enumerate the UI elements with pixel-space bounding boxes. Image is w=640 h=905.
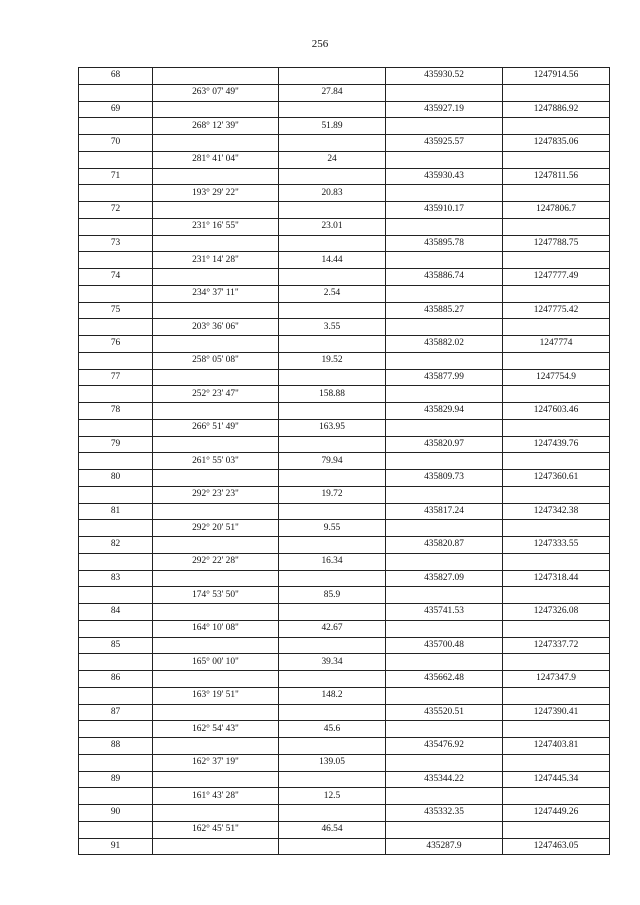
bearing-cell: 263° 07' 49" bbox=[153, 84, 279, 101]
distance-cell bbox=[279, 838, 386, 855]
bearing-cell bbox=[153, 269, 279, 286]
y-coordinate-cell: 1247463.05 bbox=[503, 838, 610, 855]
table-row bbox=[79, 486, 610, 503]
table-row bbox=[79, 805, 610, 822]
bearing-cell bbox=[153, 235, 279, 252]
distance-cell bbox=[279, 503, 386, 520]
y-coordinate-cell bbox=[503, 218, 610, 235]
table-row bbox=[79, 369, 610, 386]
distance-cell: 23.01 bbox=[279, 218, 386, 235]
x-coordinate-cell: 435344.22 bbox=[386, 771, 503, 788]
point-cell: 70 bbox=[79, 135, 153, 152]
table-row bbox=[79, 704, 610, 721]
point-cell bbox=[79, 721, 153, 738]
x-coordinate-cell: 435910.17 bbox=[386, 202, 503, 219]
point-cell: 72 bbox=[79, 202, 153, 219]
y-coordinate-cell: 1247337.72 bbox=[503, 637, 610, 654]
x-coordinate-cell bbox=[386, 654, 503, 671]
distance-cell: 51.89 bbox=[279, 118, 386, 135]
x-coordinate-cell: 435930.52 bbox=[386, 68, 503, 85]
point-cell: 83 bbox=[79, 570, 153, 587]
point-cell bbox=[79, 218, 153, 235]
y-coordinate-cell: 1247445.34 bbox=[503, 771, 610, 788]
point-cell: 90 bbox=[79, 805, 153, 822]
bearing-cell: 292° 23' 23" bbox=[153, 486, 279, 503]
x-coordinate-cell bbox=[386, 285, 503, 302]
bearing-cell bbox=[153, 537, 279, 554]
distance-cell bbox=[279, 403, 386, 420]
y-coordinate-cell bbox=[503, 319, 610, 336]
point-cell: 69 bbox=[79, 101, 153, 118]
table-row bbox=[79, 604, 610, 621]
point-cell: 79 bbox=[79, 436, 153, 453]
bearing-cell bbox=[153, 202, 279, 219]
table-row bbox=[79, 436, 610, 453]
x-coordinate-cell: 435741.53 bbox=[386, 604, 503, 621]
table-row bbox=[79, 135, 610, 152]
bearing-cell: 292° 22' 28" bbox=[153, 553, 279, 570]
point-cell: 85 bbox=[79, 637, 153, 654]
bearing-cell: 163° 19' 51" bbox=[153, 687, 279, 704]
y-coordinate-cell: 1247342.38 bbox=[503, 503, 610, 520]
y-coordinate-cell bbox=[503, 453, 610, 470]
y-coordinate-cell bbox=[503, 721, 610, 738]
distance-cell: 9.55 bbox=[279, 520, 386, 537]
point-cell: 76 bbox=[79, 336, 153, 353]
point-cell bbox=[79, 386, 153, 403]
bearing-cell: 193° 29' 22" bbox=[153, 185, 279, 202]
x-coordinate-cell bbox=[386, 721, 503, 738]
x-coordinate-cell bbox=[386, 218, 503, 235]
point-cell bbox=[79, 285, 153, 302]
table-row bbox=[79, 68, 610, 85]
x-coordinate-cell: 435700.48 bbox=[386, 637, 503, 654]
y-coordinate-cell: 1247390.41 bbox=[503, 704, 610, 721]
x-coordinate-cell bbox=[386, 587, 503, 604]
y-coordinate-cell bbox=[503, 419, 610, 436]
distance-cell bbox=[279, 704, 386, 721]
point-cell bbox=[79, 118, 153, 135]
table-row bbox=[79, 754, 610, 771]
point-cell: 68 bbox=[79, 68, 153, 85]
point-cell: 71 bbox=[79, 168, 153, 185]
distance-cell: 24 bbox=[279, 151, 386, 168]
x-coordinate-cell: 435520.51 bbox=[386, 704, 503, 721]
y-coordinate-cell: 1247333.55 bbox=[503, 537, 610, 554]
x-coordinate-cell: 435829.94 bbox=[386, 403, 503, 420]
table-row bbox=[79, 168, 610, 185]
bearing-cell bbox=[153, 302, 279, 319]
table-row bbox=[79, 637, 610, 654]
point-cell bbox=[79, 687, 153, 704]
bearing-cell bbox=[153, 738, 279, 755]
y-coordinate-cell: 1247914.56 bbox=[503, 68, 610, 85]
point-cell bbox=[79, 821, 153, 838]
table-row bbox=[79, 218, 610, 235]
table-row bbox=[79, 520, 610, 537]
point-cell: 74 bbox=[79, 269, 153, 286]
y-coordinate-cell: 1247439.76 bbox=[503, 436, 610, 453]
bearing-cell bbox=[153, 771, 279, 788]
point-cell: 75 bbox=[79, 302, 153, 319]
bearing-cell: 266° 51' 49" bbox=[153, 419, 279, 436]
point-cell bbox=[79, 520, 153, 537]
distance-cell: 3.55 bbox=[279, 319, 386, 336]
table-row bbox=[79, 671, 610, 688]
table-row bbox=[79, 84, 610, 101]
y-coordinate-cell bbox=[503, 654, 610, 671]
distance-cell: 42.67 bbox=[279, 620, 386, 637]
x-coordinate-cell: 435925.57 bbox=[386, 135, 503, 152]
y-coordinate-cell bbox=[503, 520, 610, 537]
bearing-cell: 261° 55' 03" bbox=[153, 453, 279, 470]
distance-cell bbox=[279, 369, 386, 386]
distance-cell: 148.2 bbox=[279, 687, 386, 704]
y-coordinate-cell bbox=[503, 386, 610, 403]
y-coordinate-cell: 1247774 bbox=[503, 336, 610, 353]
x-coordinate-cell bbox=[386, 252, 503, 269]
bearing-cell bbox=[153, 503, 279, 520]
x-coordinate-cell bbox=[386, 386, 503, 403]
x-coordinate-cell bbox=[386, 419, 503, 436]
bearing-cell: 162° 45' 51" bbox=[153, 821, 279, 838]
y-coordinate-cell: 1247360.61 bbox=[503, 470, 610, 487]
y-coordinate-cell bbox=[503, 252, 610, 269]
bearing-cell: 203° 36' 06" bbox=[153, 319, 279, 336]
bearing-cell bbox=[153, 704, 279, 721]
point-cell: 84 bbox=[79, 604, 153, 621]
distance-cell bbox=[279, 570, 386, 587]
bearing-cell bbox=[153, 671, 279, 688]
distance-cell bbox=[279, 336, 386, 353]
table-row bbox=[79, 151, 610, 168]
distance-cell bbox=[279, 771, 386, 788]
x-coordinate-cell: 435927.19 bbox=[386, 101, 503, 118]
table-row bbox=[79, 537, 610, 554]
x-coordinate-cell: 435895.78 bbox=[386, 235, 503, 252]
bearing-cell: 164° 10' 08" bbox=[153, 620, 279, 637]
point-cell bbox=[79, 453, 153, 470]
y-coordinate-cell: 1247775.42 bbox=[503, 302, 610, 319]
bearing-cell: 292° 20' 51" bbox=[153, 520, 279, 537]
x-coordinate-cell bbox=[386, 118, 503, 135]
x-coordinate-cell: 435930.43 bbox=[386, 168, 503, 185]
y-coordinate-cell bbox=[503, 553, 610, 570]
distance-cell bbox=[279, 537, 386, 554]
bearing-cell: 268° 12' 39" bbox=[153, 118, 279, 135]
y-coordinate-cell bbox=[503, 185, 610, 202]
bearing-cell bbox=[153, 168, 279, 185]
bearing-cell: 174° 53' 50" bbox=[153, 587, 279, 604]
distance-cell: 2.54 bbox=[279, 285, 386, 302]
y-coordinate-cell: 1247886.92 bbox=[503, 101, 610, 118]
y-coordinate-cell bbox=[503, 754, 610, 771]
y-coordinate-cell bbox=[503, 486, 610, 503]
table-row bbox=[79, 101, 610, 118]
point-cell bbox=[79, 419, 153, 436]
bearing-cell bbox=[153, 436, 279, 453]
table-row bbox=[79, 336, 610, 353]
table-row bbox=[79, 771, 610, 788]
point-cell: 82 bbox=[79, 537, 153, 554]
y-coordinate-cell bbox=[503, 352, 610, 369]
x-coordinate-cell bbox=[386, 754, 503, 771]
x-coordinate-cell bbox=[386, 84, 503, 101]
bearing-cell bbox=[153, 403, 279, 420]
distance-cell: 85.9 bbox=[279, 587, 386, 604]
page-number: 256 bbox=[311, 38, 329, 50]
x-coordinate-cell bbox=[386, 520, 503, 537]
distance-cell bbox=[279, 168, 386, 185]
table-row bbox=[79, 319, 610, 336]
distance-cell bbox=[279, 604, 386, 621]
y-coordinate-cell: 1247326.08 bbox=[503, 604, 610, 621]
point-cell bbox=[79, 319, 153, 336]
distance-cell: 39.34 bbox=[279, 654, 386, 671]
distance-cell bbox=[279, 805, 386, 822]
y-coordinate-cell: 1247403.81 bbox=[503, 738, 610, 755]
table-row bbox=[79, 503, 610, 520]
bearing-cell bbox=[153, 369, 279, 386]
x-coordinate-cell bbox=[386, 687, 503, 704]
bearing-cell: 161° 43' 28" bbox=[153, 788, 279, 805]
table-row bbox=[79, 687, 610, 704]
x-coordinate-cell: 435877.99 bbox=[386, 369, 503, 386]
bearing-cell bbox=[153, 101, 279, 118]
distance-cell: 79.94 bbox=[279, 453, 386, 470]
y-coordinate-cell: 1247754.9 bbox=[503, 369, 610, 386]
x-coordinate-cell bbox=[386, 788, 503, 805]
y-coordinate-cell bbox=[503, 821, 610, 838]
x-coordinate-cell: 435882.02 bbox=[386, 336, 503, 353]
distance-cell: 46.54 bbox=[279, 821, 386, 838]
table-row bbox=[79, 587, 610, 604]
point-cell bbox=[79, 352, 153, 369]
point-cell: 91 bbox=[79, 838, 153, 855]
distance-cell: 45.6 bbox=[279, 721, 386, 738]
x-coordinate-cell bbox=[386, 553, 503, 570]
y-coordinate-cell bbox=[503, 788, 610, 805]
distance-cell bbox=[279, 302, 386, 319]
table-row bbox=[79, 403, 610, 420]
distance-cell bbox=[279, 68, 386, 85]
bearing-cell bbox=[153, 838, 279, 855]
x-coordinate-cell bbox=[386, 821, 503, 838]
x-coordinate-cell: 435820.87 bbox=[386, 537, 503, 554]
point-cell: 86 bbox=[79, 671, 153, 688]
x-coordinate-cell: 435662.48 bbox=[386, 671, 503, 688]
distance-cell: 19.72 bbox=[279, 486, 386, 503]
distance-cell bbox=[279, 269, 386, 286]
x-coordinate-cell: 435476.92 bbox=[386, 738, 503, 755]
point-cell: 80 bbox=[79, 470, 153, 487]
point-cell: 81 bbox=[79, 503, 153, 520]
bearing-cell: 231° 16' 55" bbox=[153, 218, 279, 235]
x-coordinate-cell bbox=[386, 486, 503, 503]
table-row bbox=[79, 570, 610, 587]
x-coordinate-cell: 435809.73 bbox=[386, 470, 503, 487]
table-row bbox=[79, 788, 610, 805]
y-coordinate-cell: 1247449.26 bbox=[503, 805, 610, 822]
y-coordinate-cell: 1247811.56 bbox=[503, 168, 610, 185]
y-coordinate-cell: 1247777.49 bbox=[503, 269, 610, 286]
point-cell: 73 bbox=[79, 235, 153, 252]
x-coordinate-cell: 435287.9 bbox=[386, 838, 503, 855]
distance-cell bbox=[279, 101, 386, 118]
distance-cell bbox=[279, 738, 386, 755]
distance-cell bbox=[279, 135, 386, 152]
y-coordinate-cell bbox=[503, 285, 610, 302]
y-coordinate-cell bbox=[503, 84, 610, 101]
point-cell: 89 bbox=[79, 771, 153, 788]
point-cell bbox=[79, 84, 153, 101]
table-row bbox=[79, 453, 610, 470]
bearing-cell: 252° 23' 47" bbox=[153, 386, 279, 403]
distance-cell bbox=[279, 671, 386, 688]
table-row bbox=[79, 386, 610, 403]
bearing-cell bbox=[153, 805, 279, 822]
x-coordinate-cell: 435332.35 bbox=[386, 805, 503, 822]
distance-cell bbox=[279, 235, 386, 252]
x-coordinate-cell: 435886.74 bbox=[386, 269, 503, 286]
table-row bbox=[79, 821, 610, 838]
point-cell bbox=[79, 185, 153, 202]
y-coordinate-cell: 1247806.7 bbox=[503, 202, 610, 219]
table-row bbox=[79, 553, 610, 570]
distance-cell bbox=[279, 436, 386, 453]
point-cell bbox=[79, 788, 153, 805]
distance-cell: 19.52 bbox=[279, 352, 386, 369]
table-row bbox=[79, 654, 610, 671]
table-row bbox=[79, 620, 610, 637]
x-coordinate-cell bbox=[386, 453, 503, 470]
table-row bbox=[79, 235, 610, 252]
x-coordinate-cell: 435820.97 bbox=[386, 436, 503, 453]
y-coordinate-cell: 1247835.06 bbox=[503, 135, 610, 152]
point-cell: 78 bbox=[79, 403, 153, 420]
x-coordinate-cell bbox=[386, 185, 503, 202]
distance-cell: 16.34 bbox=[279, 553, 386, 570]
x-coordinate-cell: 435827.09 bbox=[386, 570, 503, 587]
y-coordinate-cell bbox=[503, 118, 610, 135]
survey-coordinates-table bbox=[78, 67, 610, 855]
distance-cell bbox=[279, 470, 386, 487]
point-cell bbox=[79, 587, 153, 604]
table-row bbox=[79, 470, 610, 487]
y-coordinate-cell bbox=[503, 587, 610, 604]
y-coordinate-cell bbox=[503, 620, 610, 637]
bearing-cell bbox=[153, 135, 279, 152]
bearing-cell: 162° 54' 43" bbox=[153, 721, 279, 738]
bearing-cell: 234° 37' 11" bbox=[153, 285, 279, 302]
table-row bbox=[79, 419, 610, 436]
table-row bbox=[79, 738, 610, 755]
distance-cell: 27.84 bbox=[279, 84, 386, 101]
bearing-cell bbox=[153, 68, 279, 85]
bearing-cell: 281° 41' 04" bbox=[153, 151, 279, 168]
table-row bbox=[79, 118, 610, 135]
x-coordinate-cell: 435885.27 bbox=[386, 302, 503, 319]
x-coordinate-cell bbox=[386, 620, 503, 637]
table-row bbox=[79, 185, 610, 202]
y-coordinate-cell: 1247603.46 bbox=[503, 403, 610, 420]
survey-table-body bbox=[79, 68, 610, 855]
point-cell bbox=[79, 252, 153, 269]
table-row bbox=[79, 285, 610, 302]
distance-cell: 158.88 bbox=[279, 386, 386, 403]
y-coordinate-cell bbox=[503, 151, 610, 168]
x-coordinate-cell: 435817.24 bbox=[386, 503, 503, 520]
x-coordinate-cell bbox=[386, 151, 503, 168]
bearing-cell: 258° 05' 08" bbox=[153, 352, 279, 369]
distance-cell: 139.05 bbox=[279, 754, 386, 771]
bearing-cell bbox=[153, 604, 279, 621]
table-row bbox=[79, 302, 610, 319]
bearing-cell bbox=[153, 470, 279, 487]
point-cell: 87 bbox=[79, 704, 153, 721]
y-coordinate-cell: 1247318.44 bbox=[503, 570, 610, 587]
distance-cell bbox=[279, 637, 386, 654]
point-cell bbox=[79, 654, 153, 671]
point-cell bbox=[79, 620, 153, 637]
table-row bbox=[79, 721, 610, 738]
bearing-cell: 165° 00' 10" bbox=[153, 654, 279, 671]
bearing-cell bbox=[153, 637, 279, 654]
table-row bbox=[79, 352, 610, 369]
bearing-cell: 231° 14' 28" bbox=[153, 252, 279, 269]
point-cell: 77 bbox=[79, 369, 153, 386]
distance-cell: 20.83 bbox=[279, 185, 386, 202]
x-coordinate-cell bbox=[386, 319, 503, 336]
bearing-cell: 162° 37' 19" bbox=[153, 754, 279, 771]
bearing-cell bbox=[153, 570, 279, 587]
table-row bbox=[79, 269, 610, 286]
point-cell bbox=[79, 754, 153, 771]
distance-cell: 12.5 bbox=[279, 788, 386, 805]
x-coordinate-cell bbox=[386, 352, 503, 369]
distance-cell: 163.95 bbox=[279, 419, 386, 436]
point-cell bbox=[79, 486, 153, 503]
y-coordinate-cell: 1247347.9 bbox=[503, 671, 610, 688]
distance-cell: 14.44 bbox=[279, 252, 386, 269]
distance-cell bbox=[279, 202, 386, 219]
point-cell: 88 bbox=[79, 738, 153, 755]
bearing-cell bbox=[153, 336, 279, 353]
point-cell bbox=[79, 151, 153, 168]
point-cell bbox=[79, 553, 153, 570]
y-coordinate-cell bbox=[503, 687, 610, 704]
y-coordinate-cell: 1247788.75 bbox=[503, 235, 610, 252]
table-row bbox=[79, 838, 610, 855]
table-row bbox=[79, 252, 610, 269]
table-row bbox=[79, 202, 610, 219]
